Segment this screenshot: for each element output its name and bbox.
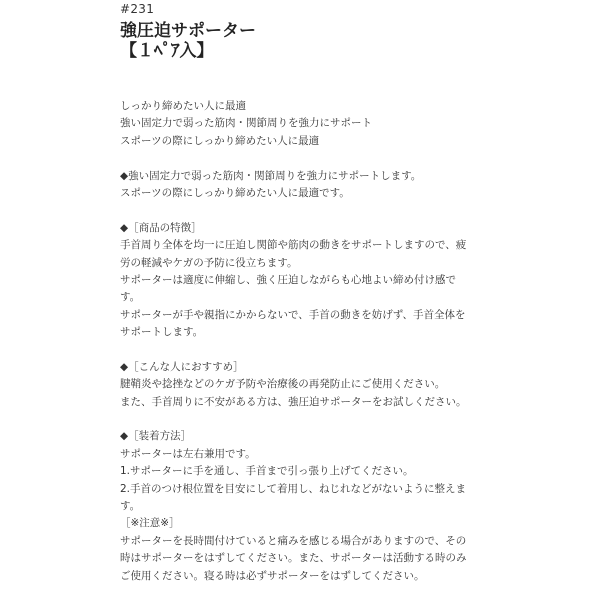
blank-line [120,150,480,167]
description-line: サポートします。 [120,326,204,339]
description-line: スポーツの際にしっかり締めたい人に最適 [120,134,320,147]
description-line: 労の軽減やケガの予防に役立ちます。 [120,256,298,269]
description-line: ご使用ください。寝る時は必ずサポーターをはずしてください。 [120,569,425,582]
blank-line [120,202,480,219]
description-line: ◆［装着方法］ [120,430,192,443]
description-line: ◆強い固定力で弱った筋肉・関節周りを強力にサポートします。 [120,169,422,182]
description-line: また、手首周りに不安がある方は、強圧迫サポーターをお試しください。 [120,395,467,408]
description-line: す。 [120,499,141,512]
product-description [120,98,480,585]
product-quantity-label: 【１ﾍﾟｱ入】 [120,41,214,61]
description-line: サポーターは左右兼用です。 [120,447,256,460]
description-line: しっかり締めたい人に最適 [120,100,246,112]
description-line: 強い固定力で弱った筋肉・関節周りを強力にサポート [120,117,372,130]
description-line: 2.手首のつけ根位置を目安にして着用し、ねじれなどがないように整えま [120,482,467,495]
blank-line [120,411,480,428]
description-line: 時はサポーターをはずしてください。また、サポーターは活動する時のみ [120,552,467,565]
description-line: ［※注意※］ [120,517,180,530]
product-title: 強圧迫サポーター [120,21,256,41]
description-line: スポーツの際にしっかり締めたい人に最適です。 [120,186,350,199]
description-line: サポーターが手や親指にかからないで、手首の動きを妨げず、手首全体を [120,308,466,321]
blank-line [120,341,480,358]
item-number: #231 [120,2,155,16]
description-line: 1.サポーターに手を通し、手首まで引っ張り上げてください。 [120,465,414,478]
description-line: ◆［商品の特徴］ [120,221,202,234]
description-line: 腱鞘炎や捻挫などのケガ予防や治療後の再発防止にご使用ください。 [120,378,446,391]
description-line: サポーターを長時間付けていると痛みを感じる場合がありますので、その [120,534,467,547]
description-line: サポーターは適度に伸縮し、強く圧迫しながらも心地よい締め付け感で [120,273,456,286]
description-line: ◆［こんな人におすすめ］ [120,360,244,373]
description-line: 手首周り全体を均一に圧迫し関節や筋肉の動きをサポートしますので、疲 [120,239,467,252]
description-line: す。 [120,291,141,304]
